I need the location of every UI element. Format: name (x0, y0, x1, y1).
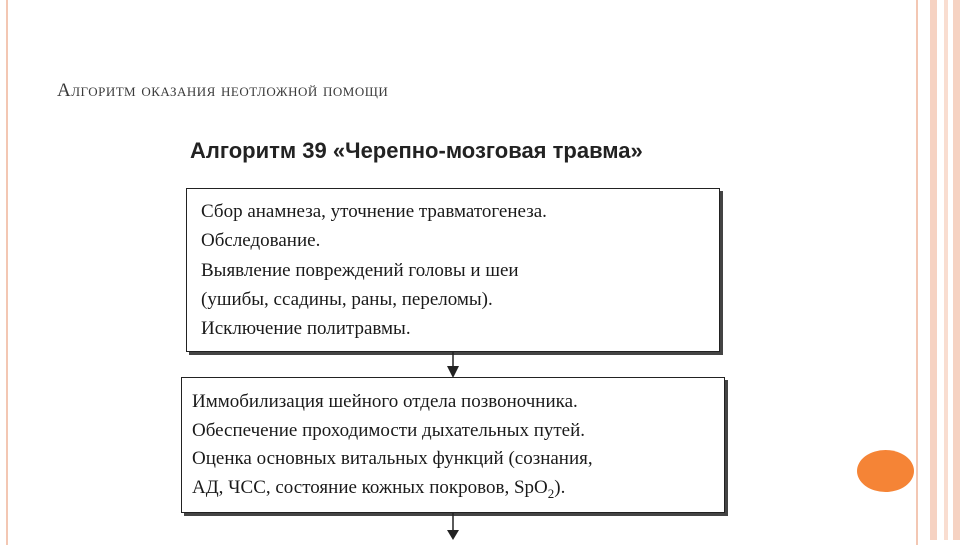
step-1-line: (ушибы, ссадины, раны, переломы). (201, 288, 493, 310)
step-2-line: Оценка основных витальных функций (сознания, (192, 448, 593, 469)
subscript-2: 2 (547, 485, 555, 501)
step-1-line: Исключение политравмы. (201, 318, 411, 340)
accent-circle (857, 450, 914, 492)
step-2-line (192, 474, 724, 508)
flow-arrow-down (446, 513, 460, 540)
step-1-line: Выявление повреждений головы и шеи (201, 259, 519, 281)
step-2-line-text: АД, ЧСС, состояние кожных покровов, SpO (192, 476, 548, 498)
algorithm-heading: Алгоритм 39 «Черепно-мозговая травма» (190, 138, 643, 163)
decorative-stripe (930, 0, 937, 540)
step-2-line: Обеспечение проходимости дыхательных путей. (192, 419, 586, 441)
decorative-stripe (953, 0, 960, 540)
step-1-line: Сбор анамнеза, уточнение травматогенеза. (201, 201, 547, 222)
step-2-line: Иммобилизация шейного отдела позвоночника. (192, 391, 578, 412)
flow-step-2 (181, 377, 725, 513)
step-2-line-end: ). (554, 476, 566, 498)
flow-step-1 (186, 188, 720, 352)
decorative-stripe (944, 0, 948, 540)
step-1-line: Обследование. (201, 230, 321, 252)
flow-arrow-down (446, 352, 460, 378)
slide-title: Алгоритм оказания неотложной помощи (57, 80, 389, 101)
